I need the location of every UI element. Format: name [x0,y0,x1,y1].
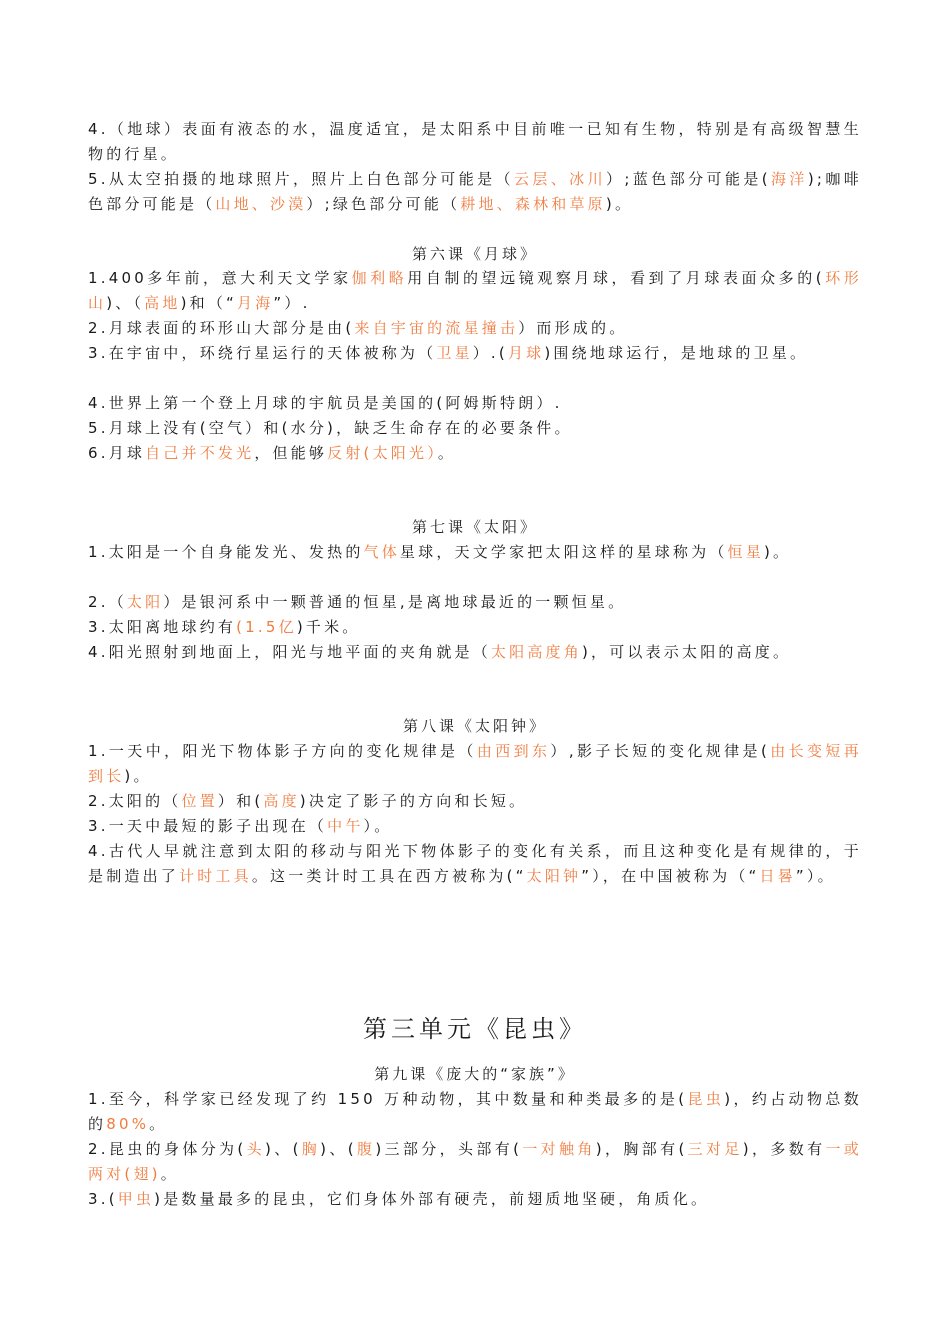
paragraph-text: 。 [437,444,457,462]
paragraph [88,540,862,565]
answer-highlight: 海洋 [770,170,808,188]
answer-highlight: 计时工具 [179,867,252,885]
paragraph-text: 。这一类计时工具在西方被称为(“ [251,867,527,885]
paragraph-text: ，但能够 [254,444,328,462]
paragraph-text: )三部分，头部有( [375,1140,523,1158]
paragraph-text: )，多数有 [742,1140,826,1158]
unit-title: 第三单元《昆虫》 [363,1015,587,1043]
paragraph-text: 2.月球表面的环形山大部分是由( [88,319,355,337]
answer-highlight: 高度 [263,792,300,810]
lesson-heading: 第六课《月球》 [411,245,538,263]
paragraph [88,416,862,441]
paragraph-text: )决定了影子的方向和长短。 [299,792,528,810]
answer-highlight: 云层、冰川 [513,170,607,188]
paragraph [88,316,862,341]
answer-highlight: 80% [106,1115,150,1133]
answer-highlight: 日晷 [759,867,796,885]
answer-highlight: 一对触角 [522,1140,596,1158]
paragraph [88,739,862,789]
answer-highlight: 由长变短再到长 [88,742,862,785]
paragraph-text: )围绕地球运行，是地球的卫星。 [544,344,809,362]
paragraph [88,789,862,814]
paragraph-text: 3.太阳离地球约有 [88,618,237,636]
paragraph-text: 5.月球上没有(空气）和(水分)，缺乏生命存在的必要条件。 [88,419,573,437]
paragraph-text: 1.400多年前，意大利天文学家 [88,269,352,287]
paragraph-text: 4.（地球）表面有液态的水，温度适宜，是太阳系中目前唯一已知有生物，特别是有高级智慧生物的行星。 [88,120,862,163]
answer-highlight: 月海 [237,294,274,312]
paragraph-text: )，可以表示太阳的高度。 [581,643,792,661]
paragraph-text: 2.太阳的（ [88,792,182,810]
paragraph [88,1087,862,1137]
answer-highlight: 昆虫 [687,1090,725,1108]
answer-highlight: 恒星 [727,543,764,561]
answer-highlight: 头 [246,1140,265,1158]
answer-highlight: 山地、沙漠 [215,195,307,213]
lesson-heading: 第九课《庞大的“家族”》 [374,1065,576,1083]
answer-highlight: 胸 [301,1140,321,1158]
paragraph-text: 4.古代人早就注意到太阳的移动与阳光下物体影子的变化有关系，而且这种变化是有规律的，于是制造出了 [88,842,862,885]
answer-highlight: 伽利略 [351,269,408,287]
paragraph-text: ）.( [472,344,508,362]
paragraph [88,1137,862,1187]
paragraph-text: ）和( [217,792,264,810]
paragraph-text: )。 [124,767,152,785]
paragraph-text: ）,影子长短的变化规律是( [550,742,770,760]
paragraph-text: 6.月球 [88,444,146,462]
answer-highlight: 太阳 [126,593,164,611]
answer-highlight: 环形山 [88,269,862,312]
answer-highlight: 腹 [356,1140,376,1158]
paragraph [88,341,862,366]
paragraph-text: 用自制的望远镜观察月球，看到了月球表面众多的( [407,269,825,287]
answer-highlight: 太阳钟 [526,867,582,885]
answer-highlight: 来自宇宙的流星撞击 [354,319,519,337]
paragraph-text: )、( [265,1140,302,1158]
paragraph-text: ）。 [363,817,393,835]
paragraph-text: )和（“ [180,294,237,312]
paragraph-text: 星球，天文学家把太阳这样的星球称为（ [399,543,728,561]
paragraph-text: ”）。 [795,867,836,885]
lesson-heading: 第七课《太阳》 [411,518,538,536]
paragraph-text: ）是银河系中一颗普通的恒星,是离地球最近的一颗恒星。 [163,593,627,611]
paragraph-text: )、（ [106,294,145,312]
paragraph-text: 1.至今，科学家已经发现了约 150 万种动物，其中数量和种类最多的是( [88,1090,688,1108]
paragraph-text: )是数量最多的昆虫，它们身体外部有硬壳，前翅质地坚硬，角质化。 [154,1190,710,1208]
paragraph-text: 2.（ [88,593,127,611]
paragraph [88,590,862,615]
paragraph-text: )，约占动物总数的 [88,1090,862,1133]
answer-highlight: 甲虫 [117,1190,155,1208]
paragraph-text: )。 [763,543,792,561]
paragraph-text: 1.一天中，阳光下物体影子方向的变化规律是（ [88,742,477,760]
paragraph [88,167,862,217]
paragraph [88,640,862,665]
paragraph [88,441,862,466]
paragraph-text: 。 [149,1115,168,1133]
paragraph-text: )，胸部有( [595,1140,688,1158]
paragraph-text: ”），在中国被称为（“ [581,867,760,885]
answer-highlight: 一或两对(翅) [88,1140,863,1183]
paragraph-text: 5.从太空拍摄的地球照片，照片上白色部分可能是（ [88,170,514,188]
paragraph-text: );咖啡色部分可能是（ [88,170,862,213]
answer-highlight: 耕地、森林和草原 [460,195,606,213]
answer-highlight: (1.5亿 [236,618,297,636]
answer-highlight: 位置 [181,792,218,810]
lesson-heading: 第八课《太阳钟》 [402,717,547,735]
paragraph [88,615,862,640]
paragraph-text: )千米。 [296,618,361,636]
paragraph-text: 4.世界上第一个登上月球的宇航员是美国的(阿姆斯特朗）. [88,394,563,412]
paragraph-text: 3.一天中最短的影子出现在（ [88,817,328,835]
paragraph-text: 4.阳光照射到地面上，阳光与地平面的夹角就是（ [88,643,491,661]
answer-highlight: 高地 [144,294,181,312]
answer-highlight: 月球 [507,344,545,362]
answer-highlight: 气体 [363,543,400,561]
paragraph-text: 2.昆虫的身体分为( [88,1140,247,1158]
paragraph [88,839,862,889]
paragraph-text: 。 [160,1165,179,1183]
paragraph-text: 1.太阳是一个自身能发光、发热的 [88,543,364,561]
answer-highlight: 卫星 [436,344,473,362]
paragraph [88,266,862,316]
paragraph [88,814,862,839]
paragraph-text: ”）. [273,294,311,312]
answer-highlight: 由西到东 [476,742,551,760]
answer-highlight: 自己并不发光 [145,444,255,462]
paragraph-text: ）;绿色部分可能（ [306,195,461,213]
paragraph [88,1187,862,1212]
answer-highlight: 三对足 [687,1140,743,1158]
paragraph [88,391,862,416]
paragraph [88,117,862,167]
answer-highlight: 反射(太阳光） [327,444,438,462]
paragraph-text: )。 [605,195,634,213]
paragraph-text: ）;蓝色部分可能是( [606,170,771,188]
paragraph-text: 3.( [88,1190,118,1208]
paragraph-text: 3.在宇宙中，环绕行星运行的天体被称为（ [88,344,437,362]
paragraph-text: ）而形成的。 [518,319,628,337]
answer-highlight: 太阳高度角 [490,643,582,661]
paragraph-text: )、( [320,1140,357,1158]
answer-highlight: 中午 [327,817,364,835]
